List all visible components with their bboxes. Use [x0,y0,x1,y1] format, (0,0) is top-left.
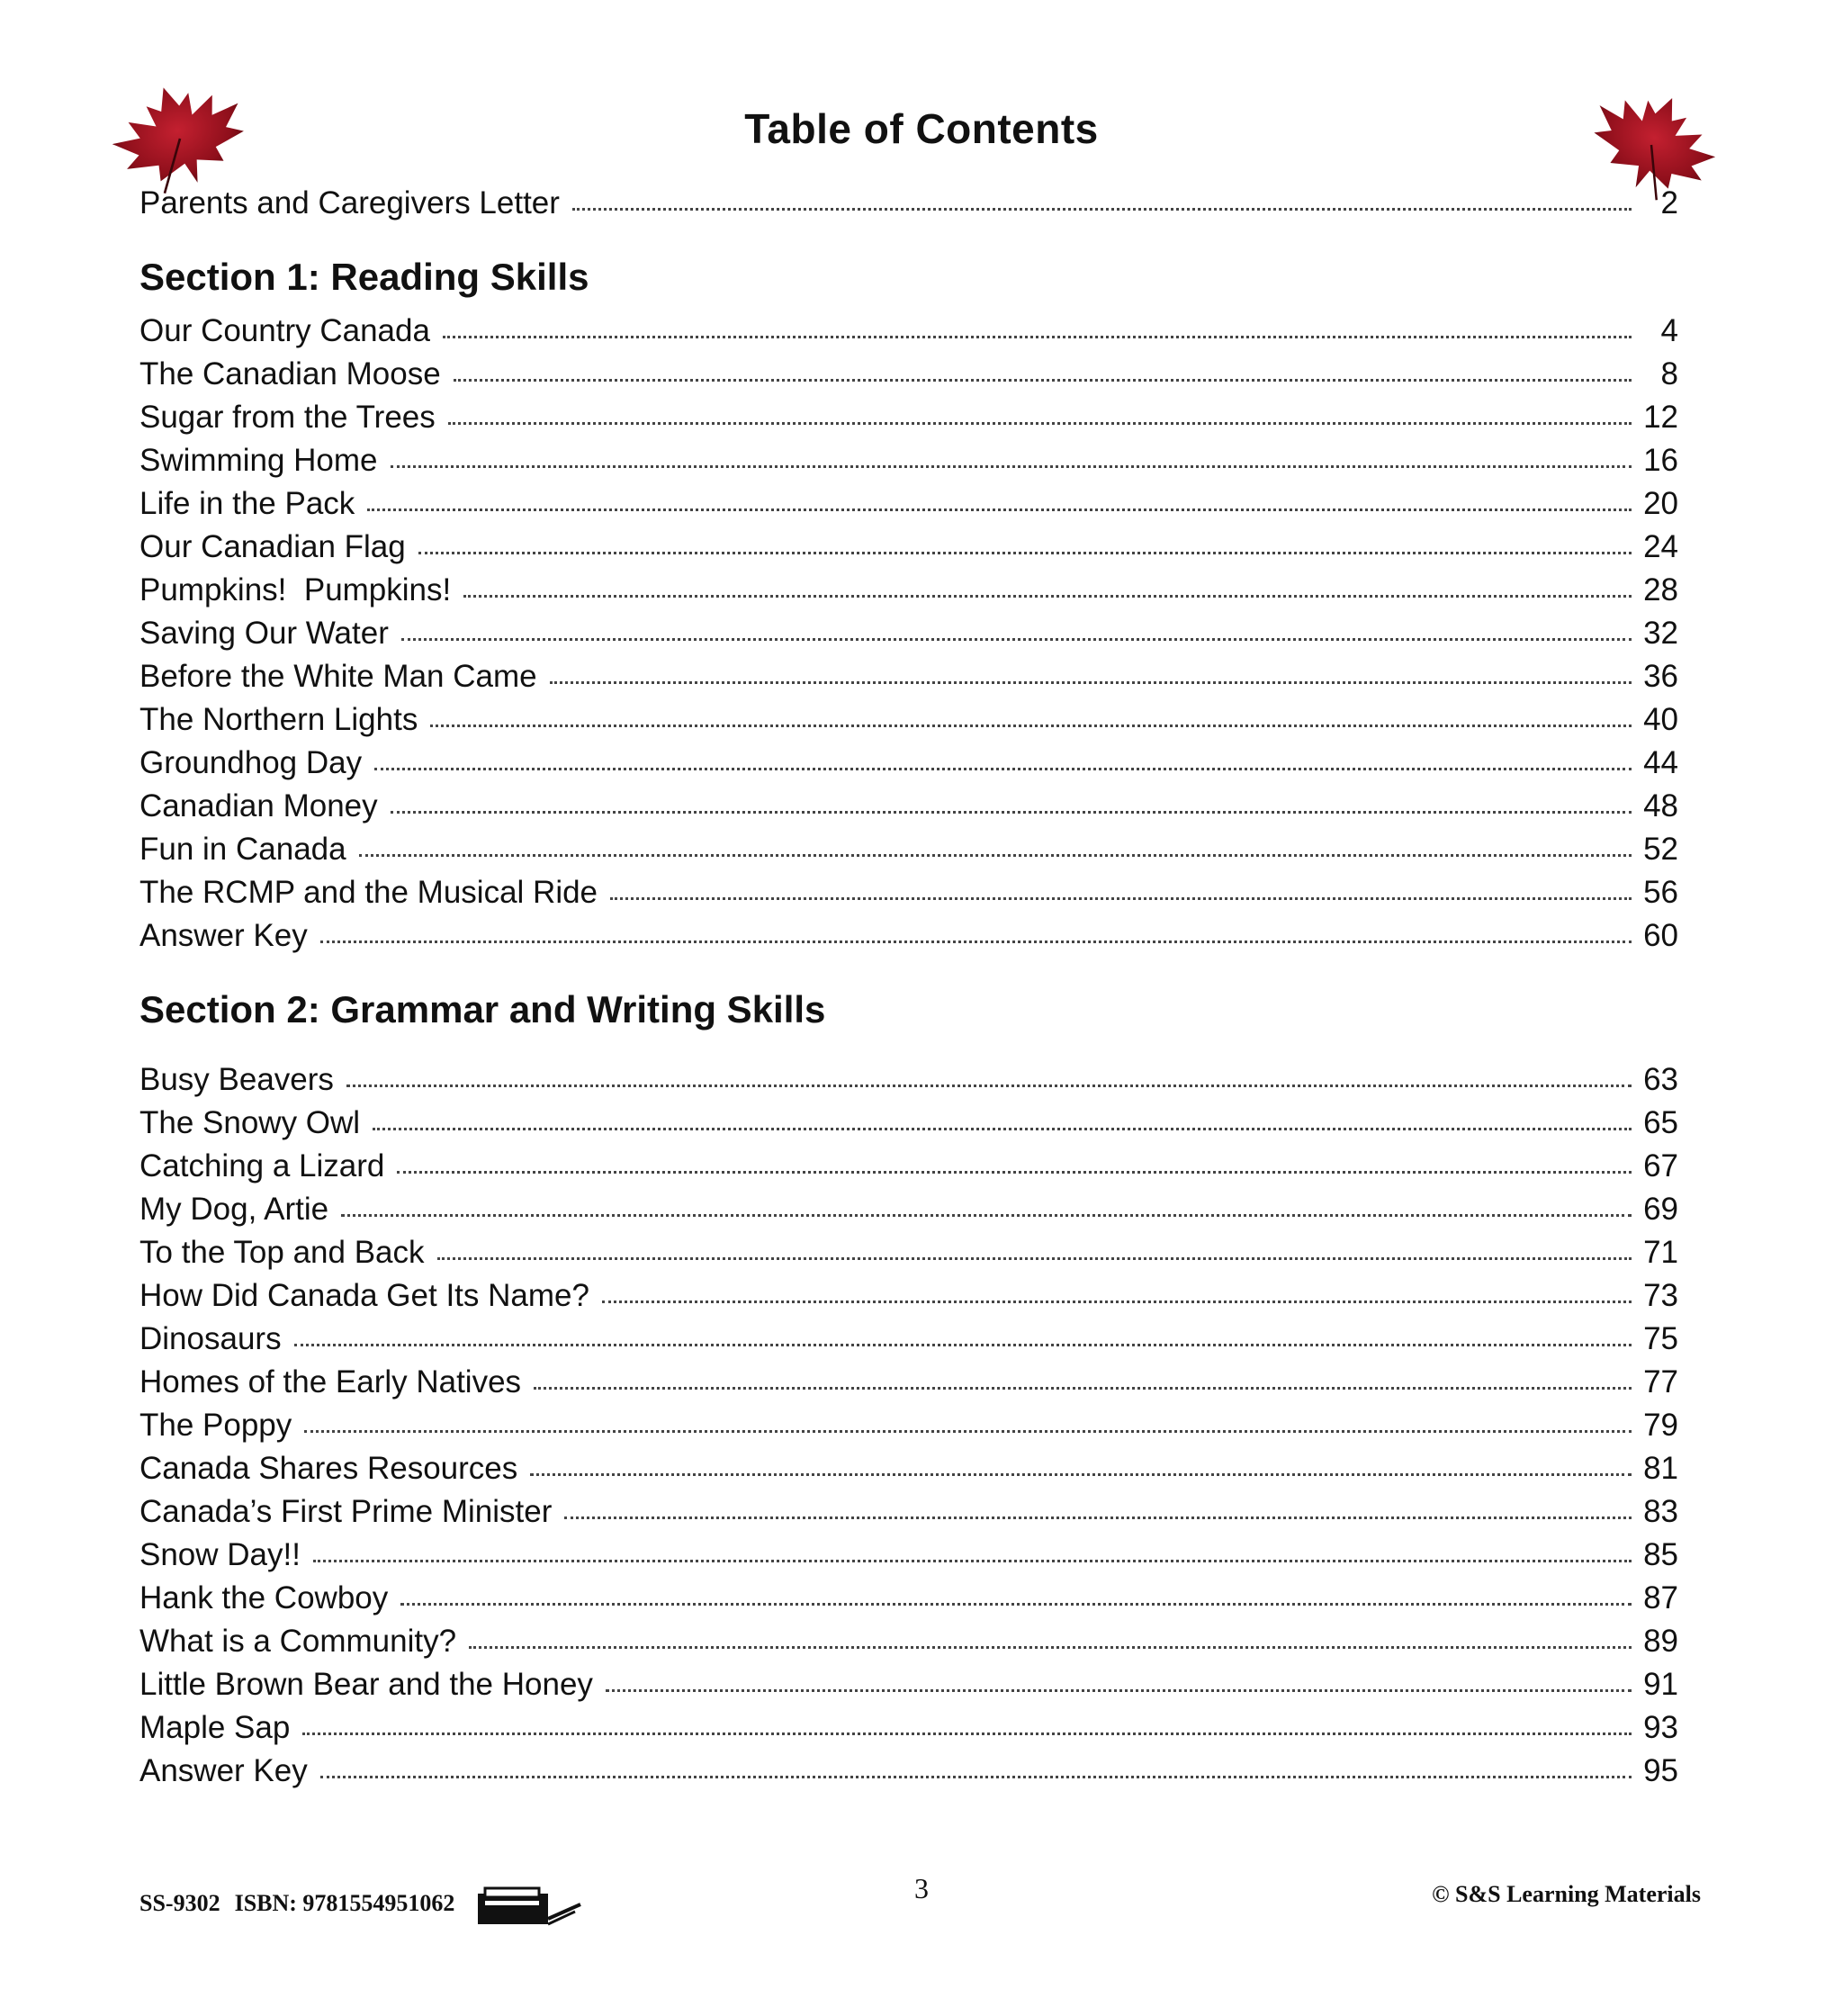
toc-entry-page: 67 [1643,1148,1678,1184]
dot-leader [602,1300,1632,1303]
toc-entry-page: 12 [1643,400,1678,435]
dot-leader [469,1646,1632,1649]
toc-entry[interactable] [139,1667,1678,1710]
section-heading: Section 1: Reading Skills [139,256,589,298]
toc-entry-title: How Did Canada Get Its Name? [139,1278,589,1313]
toc-entry-page: 95 [1643,1753,1678,1788]
section-1-list [139,313,1678,961]
toc-entry[interactable] [139,1364,1678,1408]
toc-entry[interactable] [139,486,1678,529]
toc-entry-page: 81 [1643,1451,1678,1486]
toc-entry[interactable] [139,443,1678,486]
toc-entry-title: To the Top and Back [139,1235,425,1270]
toc-entry[interactable] [139,185,1678,229]
toc-entry-title: Life in the Pack [139,486,355,521]
page-number: 3 [914,1872,929,1904]
toc-entry[interactable] [139,918,1678,961]
toc-entry-title: Little Brown Bear and the Honey [139,1667,593,1702]
toc-entry-title: Sugar from the Trees [139,400,436,435]
dot-leader [418,552,1632,554]
toc-entry-page: 77 [1643,1364,1678,1400]
toc-entry[interactable] [139,313,1678,356]
dot-leader [367,508,1632,511]
toc-entry-title: Groundhog Day [139,745,363,780]
toc-entry[interactable] [139,400,1678,443]
toc-entry-title: Canada’s First Prime Minister [139,1494,553,1529]
toc-entry[interactable] [139,1580,1678,1624]
toc-entry-title: Answer Key [139,1753,308,1788]
dot-leader [606,1689,1632,1692]
toc-entry-title: Busy Beavers [139,1062,334,1097]
toc-entry-page: 65 [1643,1105,1678,1140]
toc-entry-page: 60 [1643,918,1678,953]
copyright: © S&S Learning Materials [1432,1881,1701,1907]
dot-leader [534,1387,1632,1390]
toc-entry-page: 8 [1660,356,1678,392]
dot-leader [320,940,1632,943]
dot-leader [564,1516,1632,1519]
toc-entry[interactable] [139,1148,1678,1192]
dot-leader [454,379,1632,382]
dot-leader [346,1084,1632,1087]
dot-leader [373,1128,1632,1130]
toc-entry-title: Snow Day!! [139,1537,301,1572]
dot-leader [400,1603,1632,1606]
dot-leader [572,208,1632,211]
toc-entry-page: 4 [1660,313,1678,348]
toc-entry-title: The RCMP and the Musical Ride [139,875,598,910]
toc-entry[interactable] [139,616,1678,659]
section-2-list [139,1062,1678,1796]
dot-leader [397,1171,1632,1174]
toc-entry-page: 48 [1643,788,1678,824]
toc-entry-page: 36 [1643,659,1678,694]
toc-entry[interactable] [139,1408,1678,1451]
toc-entry-title: Maple Sap [139,1710,291,1745]
toc-entry[interactable] [139,1192,1678,1235]
toc-entry-page: 91 [1643,1667,1678,1702]
toc-entry-page: 71 [1643,1235,1678,1270]
dot-leader [530,1473,1632,1476]
toc-entry-page: 69 [1643,1192,1678,1227]
toc-entry-title: The Canadian Moose [139,356,441,392]
dot-leader [313,1560,1632,1562]
dot-leader [341,1214,1632,1217]
toc-entry-title: The Northern Lights [139,702,418,737]
dot-leader [448,422,1632,425]
dot-leader [463,595,1632,598]
toc-entry[interactable] [139,1753,1678,1796]
toc-entry-title: Pumpkins! Pumpkins! [139,572,452,608]
toc-entry-title: Before the White Man Came [139,659,537,694]
toc-entry-page: 56 [1643,875,1678,910]
toc-entry-title: Dinosaurs [139,1321,282,1356]
toc-entry-page: 85 [1643,1537,1678,1572]
dot-leader [294,1344,1632,1346]
toc-entry-page: 79 [1643,1408,1678,1443]
toc-entry-page: 93 [1643,1710,1678,1745]
toc-entry-title: Answer Key [139,918,308,953]
toc-entry-title: Canadian Money [139,788,378,824]
toc-entry[interactable] [139,745,1678,788]
toc-entry-title: The Snowy Owl [139,1105,361,1140]
toc-entry[interactable] [139,702,1678,745]
toc-entry[interactable] [139,1321,1678,1364]
toc-entry[interactable] [139,572,1678,616]
toc-entry-page: 83 [1643,1494,1678,1529]
toc-entry[interactable] [139,788,1678,832]
toc-entry-page: 40 [1643,702,1678,737]
toc-entry-title: The Poppy [139,1408,292,1443]
toc-entry[interactable] [139,832,1678,875]
toc-entry-page: 73 [1643,1278,1678,1313]
section-heading: Section 2: Grammar and Writing Skills [139,988,826,1030]
dot-leader [391,811,1632,814]
toc-entry-page: 24 [1643,529,1678,564]
toc-entry[interactable] [139,1235,1678,1278]
toc-entry-page: 52 [1643,832,1678,867]
dot-leader [391,465,1632,468]
toc-entry-title: Hank the Cowboy [139,1580,389,1616]
toc-entry-page: 89 [1643,1624,1678,1659]
toc-entry-title: My Dog, Artie [139,1192,329,1227]
toc-entry-title: Catching a Lizard [139,1148,385,1184]
toc-entry[interactable] [139,356,1678,400]
page-title: Table of Contents [744,105,1099,152]
isbn: ISBN: 9781554951062 [234,1890,455,1916]
toc-entry-page: 75 [1643,1321,1678,1356]
dot-leader [437,1257,1632,1260]
toc-entry[interactable] [139,1494,1678,1537]
dot-leader [302,1732,1632,1735]
toc-entry[interactable] [139,529,1678,572]
dot-leader [430,724,1632,727]
toc-entry-title: Our Country Canada [139,313,430,348]
toc-entry[interactable] [139,1105,1678,1148]
toc-entry-page: 44 [1643,745,1678,780]
toc-intro [139,185,1678,229]
toc-entry[interactable] [139,659,1678,702]
dot-leader [443,336,1632,338]
toc-entry[interactable] [139,1710,1678,1753]
toc-entry-page: 87 [1643,1580,1678,1616]
dot-leader [374,768,1632,770]
toc-entry-title: Swimming Home [139,443,378,478]
toc-entry[interactable] [139,1062,1678,1105]
dot-leader [550,681,1632,684]
toc-entry-title: Saving Our Water [139,616,389,651]
toc-entry[interactable] [139,1451,1678,1494]
toc-entry-page: 28 [1643,572,1678,608]
toc-entry-title: Parents and Caregivers Letter [139,185,560,220]
toc-entry[interactable] [139,1278,1678,1321]
dot-leader [359,854,1632,857]
dot-leader [320,1776,1632,1778]
toc-entry-title: Canada Shares Resources [139,1451,518,1486]
toc-entry-page: 2 [1660,185,1678,220]
toc-entry-page: 20 [1643,486,1678,521]
toc-entry-page: 63 [1643,1062,1678,1097]
toc-entry-title: Our Canadian Flag [139,529,406,564]
toc-entry[interactable] [139,875,1678,918]
toc-entry-title: What is a Community? [139,1624,457,1659]
dot-leader [610,897,1632,900]
dot-leader [401,638,1632,641]
toc-entry-title: Fun in Canada [139,832,346,867]
toc-entry-title: Homes of the Early Natives [139,1364,522,1400]
toc-entry[interactable] [139,1624,1678,1667]
toc-entry-page: 32 [1643,616,1678,651]
toc-entry[interactable] [139,1537,1678,1580]
product-code: SS-9302 [139,1890,220,1916]
toc-entry-page: 16 [1643,443,1678,478]
dot-leader [304,1430,1632,1433]
